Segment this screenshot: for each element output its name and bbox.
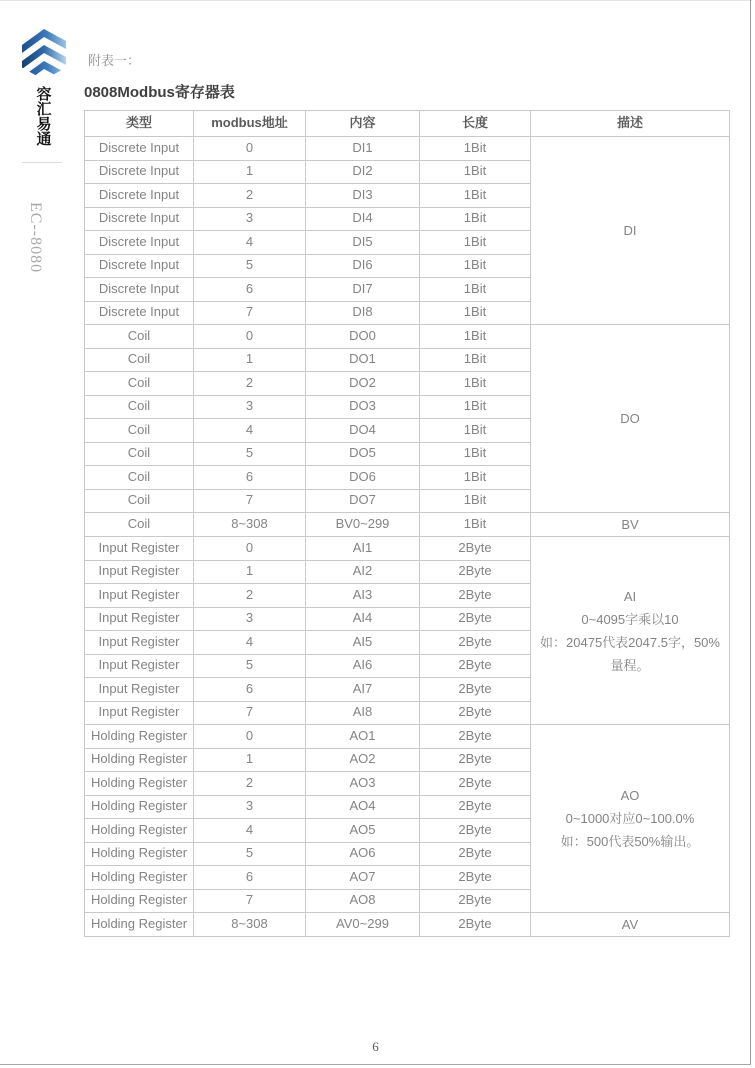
brand-char: 易: [36, 116, 52, 133]
description-cell: [531, 513, 730, 537]
table-cell: AI8: [306, 701, 420, 725]
table-cell: 2Byte: [420, 654, 531, 678]
table-cell: 2Byte: [420, 560, 531, 584]
table-cell: 1Bit: [420, 348, 531, 372]
column-header-description: 描述: [531, 111, 730, 137]
table-cell: 1Bit: [420, 160, 531, 184]
table-cell: 1: [194, 160, 306, 184]
description-line: BV: [621, 517, 639, 532]
brand-char: 通: [36, 131, 52, 148]
table-cell: 2Byte: [420, 537, 531, 561]
brand-vertical-name: [20, 87, 68, 147]
table-cell: 0: [194, 325, 306, 349]
table-cell: DI2: [306, 160, 420, 184]
description-line: 0~4095字乘以10: [581, 611, 679, 627]
table-row: [85, 137, 730, 161]
table-cell: DI1: [306, 137, 420, 161]
table-cell: 4: [194, 231, 306, 255]
description-cell: [531, 913, 730, 937]
table-cell: Coil: [85, 348, 194, 372]
table-row: [85, 913, 730, 937]
description-line: AO: [620, 788, 640, 803]
table-cell: Coil: [85, 513, 194, 537]
table-cell: 6: [194, 678, 306, 702]
table-cell: 1Bit: [420, 301, 531, 325]
table-cell: 2Byte: [420, 607, 531, 631]
table-cell: DO7: [306, 489, 420, 513]
table-cell: 3: [194, 395, 306, 419]
table-cell: DO1: [306, 348, 420, 372]
table-cell: AO1: [306, 725, 420, 749]
table-cell: Holding Register: [85, 748, 194, 772]
table-cell: Discrete Input: [85, 278, 194, 302]
page-right-edge: [750, 0, 751, 1065]
description-cell: [531, 725, 730, 913]
description-cell: [531, 325, 730, 513]
table-cell: 2Byte: [420, 819, 531, 843]
table-cell: 7: [194, 301, 306, 325]
column-header-address: modbus地址: [194, 111, 306, 137]
table-cell: 2Byte: [420, 866, 531, 890]
description-cell: [531, 137, 730, 325]
table-cell: Discrete Input: [85, 160, 194, 184]
table-cell: Input Register: [85, 560, 194, 584]
column-header-content: 内容: [306, 111, 420, 137]
table-cell: 6: [194, 466, 306, 490]
table-cell: Input Register: [85, 631, 194, 655]
table-cell: Holding Register: [85, 795, 194, 819]
table-cell: Input Register: [85, 701, 194, 725]
appendix-label: 附表一：: [88, 53, 141, 68]
table-cell: Discrete Input: [85, 137, 194, 161]
table-cell: AO6: [306, 842, 420, 866]
description-line: 如：500代表50%输出。: [560, 834, 700, 849]
table-cell: 3: [194, 207, 306, 231]
table-cell: DO0: [306, 325, 420, 349]
table-cell: AI7: [306, 678, 420, 702]
table-cell: Discrete Input: [85, 301, 194, 325]
table-cell: Discrete Input: [85, 231, 194, 255]
table-cell: AI2: [306, 560, 420, 584]
table-cell: 5: [194, 842, 306, 866]
table-cell: 4: [194, 419, 306, 443]
table-cell: DI5: [306, 231, 420, 255]
table-cell: 1Bit: [420, 207, 531, 231]
table-cell: 1Bit: [420, 231, 531, 255]
table-cell: Holding Register: [85, 725, 194, 749]
table-cell: 1Bit: [420, 372, 531, 396]
table-cell: 6: [194, 278, 306, 302]
table-cell: 2Byte: [420, 913, 531, 937]
table-cell: BV0~299: [306, 513, 420, 537]
table-cell: DI3: [306, 184, 420, 208]
table-cell: 1Bit: [420, 395, 531, 419]
table-header-row: [85, 111, 730, 137]
table-cell: 2Byte: [420, 795, 531, 819]
table-cell: Discrete Input: [85, 207, 194, 231]
table-cell: AO2: [306, 748, 420, 772]
table-cell: 2: [194, 184, 306, 208]
table-cell: Coil: [85, 325, 194, 349]
table-cell: DO4: [306, 419, 420, 443]
table-cell: AI5: [306, 631, 420, 655]
table-cell: 2Byte: [420, 772, 531, 796]
table-cell: 5: [194, 254, 306, 278]
table-cell: AO7: [306, 866, 420, 890]
description-line: AI: [623, 588, 637, 604]
table-cell: DO5: [306, 442, 420, 466]
table-cell: 2Byte: [420, 678, 531, 702]
page-number: 6: [372, 1039, 379, 1054]
table-cell: 2Byte: [420, 842, 531, 866]
table-cell: 1Bit: [420, 466, 531, 490]
table-cell: Input Register: [85, 654, 194, 678]
table-row: [85, 537, 730, 561]
table-cell: AI4: [306, 607, 420, 631]
table-cell: 1: [194, 748, 306, 772]
sidebar-divider: [22, 162, 62, 163]
table-cell: Input Register: [85, 678, 194, 702]
table-cell: Holding Register: [85, 913, 194, 937]
table-row: [85, 513, 730, 537]
table-cell: 4: [194, 631, 306, 655]
table-cell: AO4: [306, 795, 420, 819]
table-cell: 6: [194, 866, 306, 890]
table-cell: 5: [194, 654, 306, 678]
table-cell: 3: [194, 795, 306, 819]
table-cell: AO3: [306, 772, 420, 796]
table-cell: 0: [194, 137, 306, 161]
table-cell: 4: [194, 819, 306, 843]
table-cell: 1: [194, 560, 306, 584]
table-cell: Holding Register: [85, 889, 194, 913]
table-cell: Coil: [85, 419, 194, 443]
table-cell: Discrete Input: [85, 254, 194, 278]
brand-char: 容: [36, 86, 52, 103]
device-model-label: EC--8080: [27, 202, 44, 274]
table-title: 0808Modbus寄存器表: [84, 84, 235, 101]
table-cell: 2: [194, 584, 306, 608]
column-header-type: 类型: [85, 111, 194, 137]
table-cell: 1Bit: [420, 137, 531, 161]
brand-char: 汇: [36, 101, 52, 118]
description-line: 如：20475代表2047.5字，50%量程。: [540, 634, 720, 673]
table-cell: 2Byte: [420, 584, 531, 608]
modbus-register-table: [84, 110, 730, 937]
table-cell: AI6: [306, 654, 420, 678]
table-cell: DI7: [306, 278, 420, 302]
table-cell: AI1: [306, 537, 420, 561]
table-cell: Coil: [85, 489, 194, 513]
table-cell: Input Register: [85, 607, 194, 631]
description-line: DO: [620, 411, 640, 426]
table-cell: 8~308: [194, 513, 306, 537]
table-cell: 3: [194, 607, 306, 631]
table-cell: Input Register: [85, 537, 194, 561]
table-cell: Coil: [85, 466, 194, 490]
table-row: [85, 325, 730, 349]
table-cell: 2Byte: [420, 889, 531, 913]
table-cell: 1Bit: [420, 442, 531, 466]
table-cell: 2Byte: [420, 748, 531, 772]
table-cell: 1Bit: [420, 489, 531, 513]
table-cell: 5: [194, 442, 306, 466]
description-line: AV: [621, 917, 639, 932]
table-cell: 0: [194, 725, 306, 749]
table-cell: 2Byte: [420, 701, 531, 725]
table-cell: DO6: [306, 466, 420, 490]
table-cell: AI3: [306, 584, 420, 608]
table-cell: Holding Register: [85, 819, 194, 843]
table-cell: DI6: [306, 254, 420, 278]
table-cell: AO8: [306, 889, 420, 913]
table-cell: AV0~299: [306, 913, 420, 937]
table-cell: 2Byte: [420, 631, 531, 655]
table-cell: 2Byte: [420, 725, 531, 749]
table-cell: 8~308: [194, 913, 306, 937]
table-cell: Holding Register: [85, 842, 194, 866]
table-cell: 0: [194, 537, 306, 561]
table-cell: DI4: [306, 207, 420, 231]
table-cell: 1Bit: [420, 254, 531, 278]
page-top-edge: [0, 0, 752, 1]
table-cell: DO3: [306, 395, 420, 419]
page-bottom-edge: [0, 1064, 751, 1065]
table-cell: Discrete Input: [85, 184, 194, 208]
table-cell: Coil: [85, 395, 194, 419]
table-cell: 1Bit: [420, 419, 531, 443]
table-cell: Coil: [85, 442, 194, 466]
table-cell: 7: [194, 889, 306, 913]
register-table-body: [85, 137, 730, 937]
table-cell: Holding Register: [85, 866, 194, 890]
description-cell: [531, 537, 730, 725]
description-line: DI: [623, 223, 637, 238]
table-cell: Coil: [85, 372, 194, 396]
table-cell: 7: [194, 489, 306, 513]
table-cell: DO2: [306, 372, 420, 396]
table-row: [85, 725, 730, 749]
table-cell: 1Bit: [420, 513, 531, 537]
table-cell: 2: [194, 772, 306, 796]
company-logo-icon: [20, 27, 68, 86]
table-cell: Input Register: [85, 584, 194, 608]
table-cell: 1Bit: [420, 278, 531, 302]
table-cell: 2: [194, 372, 306, 396]
table-cell: Holding Register: [85, 772, 194, 796]
table-cell: 1Bit: [420, 325, 531, 349]
table-cell: 7: [194, 701, 306, 725]
table-cell: DI8: [306, 301, 420, 325]
table-cell: AO5: [306, 819, 420, 843]
column-header-length: 长度: [420, 111, 531, 137]
table-cell: 1Bit: [420, 184, 531, 208]
table-cell: 1: [194, 348, 306, 372]
description-line: 0~1000对应0~100.0%: [565, 811, 695, 826]
